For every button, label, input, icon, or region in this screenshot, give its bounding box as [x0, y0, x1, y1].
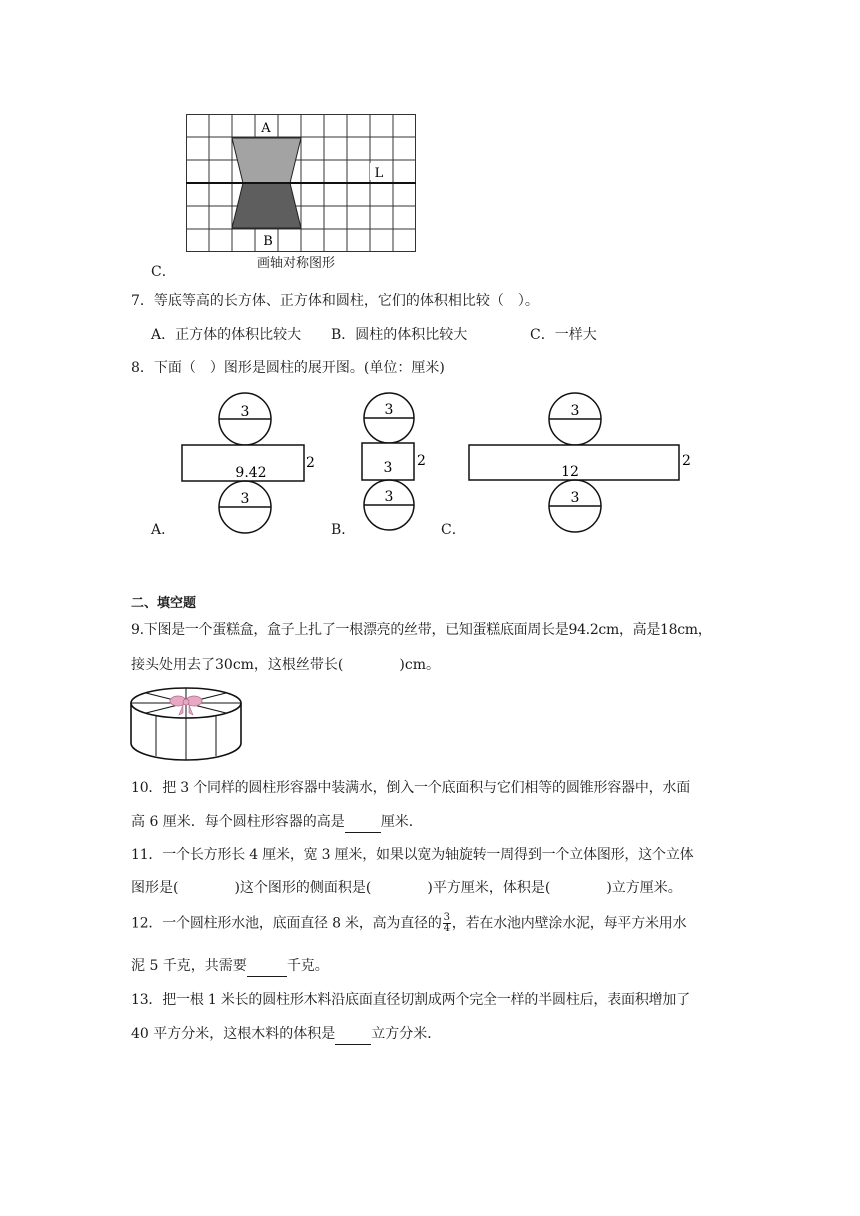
q7-option-c: C．一样大 — [530, 327, 597, 343]
q12-frac-num: 3 — [443, 912, 450, 923]
net-a — [176, 392, 326, 534]
q11-part2: )这个图形的侧面积是( — [234, 880, 372, 896]
net-c-letter: C． — [441, 522, 466, 538]
q12-line2-before: 泥 5 千克，共需要 — [131, 958, 247, 974]
q11-line2 — [131, 878, 682, 898]
q11-part3: )平方厘米，体积是( — [427, 880, 551, 896]
q10-line1: 10．把 3 个同样的圆柱形容器中装满水，倒入一个底面积与它们相等的圆锥形容器中，水面 — [131, 780, 691, 796]
q12-line1-before: 12．一个圆柱形水池，底面直径 8 米，高为直径的 — [131, 915, 442, 932]
label-a: A — [261, 121, 271, 136]
q10-line2-after: 厘米． — [380, 814, 423, 830]
q9-line2 — [131, 655, 440, 675]
q13-line2-after: 立方分米． — [371, 1026, 442, 1042]
q11-line1: 11．一个长方形长 4 厘米，宽 3 厘米，如果以宽为轴旋转一周得到一个立体图形，这个立体 — [131, 847, 694, 863]
q10-answer-blank[interactable] — [345, 812, 381, 833]
q11-part1: 图形是( — [131, 880, 179, 896]
net-c-bottom-label: 3 — [570, 490, 580, 506]
label-b: B — [263, 234, 273, 249]
section-title-fill-blank: 二、填空题 — [131, 596, 197, 611]
q9-line2-after: )cm。 — [399, 657, 440, 673]
net-a-letter: A． — [151, 522, 176, 538]
net-a-rect-height: 2 — [306, 455, 315, 471]
net-c — [466, 392, 696, 534]
q13-answer-blank[interactable] — [335, 1024, 371, 1045]
q7-question: 7．等底等高的长方体、正方体和圆柱，它们的体积相比较（ ）。 — [131, 293, 539, 309]
q7-option-b: B．圆柱的体积比较大 — [331, 327, 468, 343]
bottom-trapezoid — [232, 183, 301, 228]
q10-line2 — [131, 812, 423, 833]
q13-line2-before: 40 平方分米，这根木料的体积是 — [131, 1026, 336, 1042]
q6-caption: 画轴对称图形 — [257, 256, 336, 271]
label-l: L — [374, 166, 384, 181]
net-c-rect-length: 12 — [561, 464, 579, 480]
net-c-top-label: 3 — [570, 403, 580, 419]
net-b-rect-length: 3 — [383, 460, 393, 476]
q6-option-c-letter: C． — [151, 264, 176, 280]
net-b-bottom-label: 3 — [384, 489, 394, 505]
symmetry-grid — [186, 114, 416, 252]
net-b-top-label: 3 — [384, 402, 394, 418]
q9-line1: 9.下图是一个蛋糕盒，盒子上扎了一根漂亮的丝带，已知蛋糕底面周长是94.2cm，高是18cm， — [131, 622, 712, 638]
net-a-top-label: 3 — [240, 404, 250, 420]
top-trapezoid — [232, 138, 301, 183]
cake-box-figure — [128, 683, 244, 763]
q7-option-a: A．正方体的体积比较大 — [151, 327, 302, 343]
net-a-bottom-label: 3 — [240, 491, 250, 507]
q12-fraction — [443, 913, 451, 934]
q12-line2-after: 千克。 — [286, 958, 329, 974]
q6-grid-figure — [186, 114, 416, 252]
q11-part4: )立方厘米。 — [606, 880, 682, 896]
q10-line2-before: 高 6 厘米．每个圆柱形容器的高是 — [131, 814, 345, 830]
q12-line2 — [131, 956, 329, 977]
net-b-rect-height: 2 — [417, 453, 426, 469]
q12-line1 — [131, 913, 686, 934]
q12-frac-den: 4 — [443, 923, 450, 934]
net-a-rect-length: 9.42 — [235, 465, 267, 481]
q8-question: 8．下面（ ）图形是圆柱的展开图。(单位：厘米) — [131, 360, 445, 376]
q12-answer-blank[interactable] — [247, 956, 287, 977]
q12-line1-after: ，若在水池内壁涂水泥，每平方米用水 — [451, 915, 687, 932]
q13-line1: 13．把一根 1 米长的圆柱形木料沿底面直径切割成两个完全一样的半圆柱后，表面积增加了 — [131, 992, 691, 1008]
net-b — [360, 392, 440, 534]
q9-line2-before: 接头处用去了30cm，这根丝带长( — [131, 657, 344, 673]
net-b-letter: B． — [331, 522, 356, 538]
net-c-rect-height: 2 — [682, 453, 691, 469]
q13-line2 — [131, 1024, 441, 1045]
